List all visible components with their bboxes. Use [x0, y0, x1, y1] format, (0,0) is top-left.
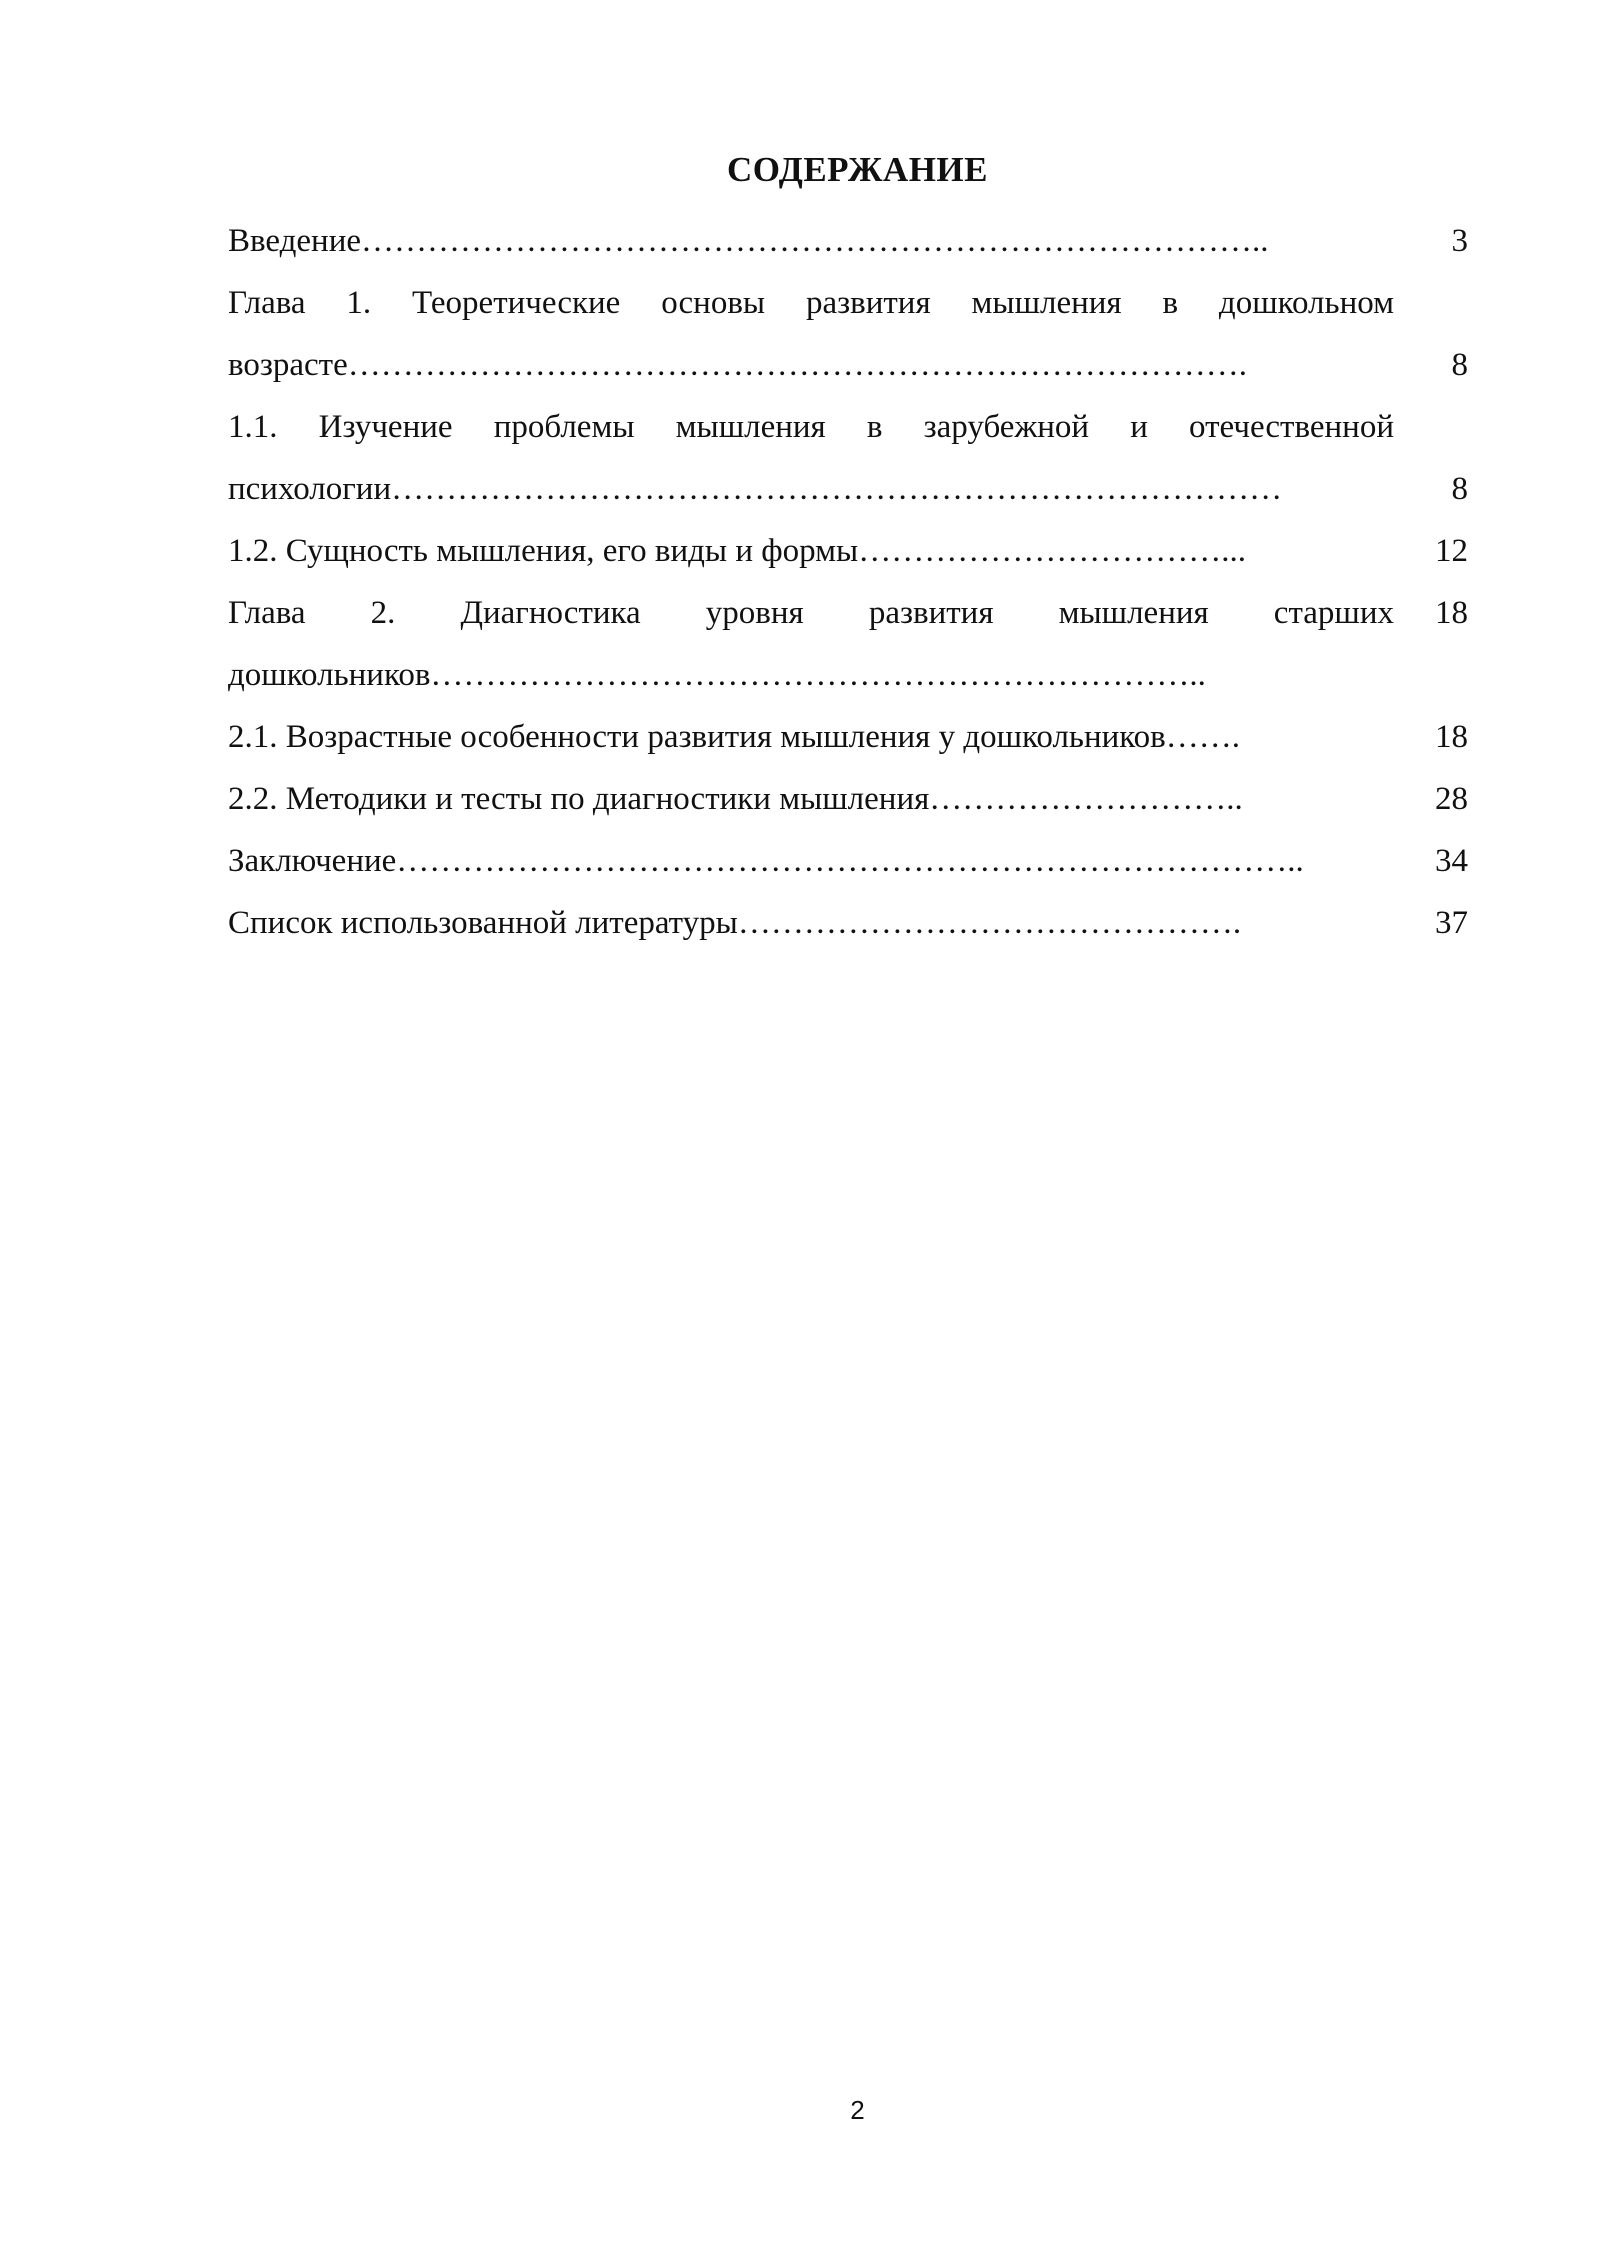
toc-entry	[228, 396, 1468, 520]
page-title: СОДЕРЖАНИЕ	[726, 150, 988, 189]
toc-page-number: 37	[1435, 905, 1468, 941]
toc-entry-line: 1.1. Изучение проблемы мышления в зарубежной и отечественной	[228, 409, 1394, 445]
toc-entry	[228, 768, 1468, 830]
toc-entry-line: психологии………………………………………………………………………	[228, 471, 1283, 507]
toc-entry-text: Введение………………………………………………………………………..	[228, 223, 1269, 259]
toc-page-number: 12	[1435, 533, 1468, 569]
toc-entry-text	[228, 582, 1394, 706]
toc-page-number: 8	[1451, 471, 1468, 507]
page-number: 2	[850, 2095, 865, 2125]
toc-page-number: 8	[1451, 347, 1468, 383]
table-of-contents	[228, 210, 1468, 954]
toc-entry	[228, 520, 1468, 582]
toc-entry	[228, 210, 1468, 272]
toc-entry	[228, 272, 1468, 396]
toc-entry-line: Глава 2. Диагностика уровня развития мышления старших	[228, 595, 1394, 631]
toc-entry-text: Заключение………………………………………………………………………..	[228, 843, 1304, 879]
toc-entry	[228, 830, 1468, 892]
toc-entry-line: дошкольников……………………………………………………………..	[228, 657, 1206, 693]
toc-entry	[228, 706, 1468, 768]
toc-page-number: 3	[1451, 223, 1468, 259]
toc-entry-text: 2.2. Методики и тесты по диагностики мышления………………………..	[228, 781, 1243, 817]
toc-page-number: 18	[1435, 595, 1468, 631]
toc-entry	[228, 582, 1468, 706]
toc-entry-text: Список использованной литературы……………………………………….	[228, 905, 1242, 941]
toc-entry-text	[228, 272, 1394, 396]
toc-entry-text: 1.2. Сущность мышления, его виды и формы……………………………...	[228, 533, 1246, 569]
toc-page-number: 28	[1435, 781, 1468, 817]
toc-entry-line: Глава 1. Теоретические основы развития мышления в дошкольном	[228, 285, 1394, 321]
toc-entry	[228, 892, 1468, 954]
toc-entry-text: 2.1. Возрастные особенности развития мышления у дошкольников…….	[228, 719, 1240, 755]
toc-entry-text	[228, 396, 1394, 520]
toc-page-number: 18	[1435, 719, 1468, 755]
toc-entry-line: возрасте……………………………………………………………………….	[228, 347, 1248, 383]
toc-page-number: 34	[1435, 843, 1468, 879]
